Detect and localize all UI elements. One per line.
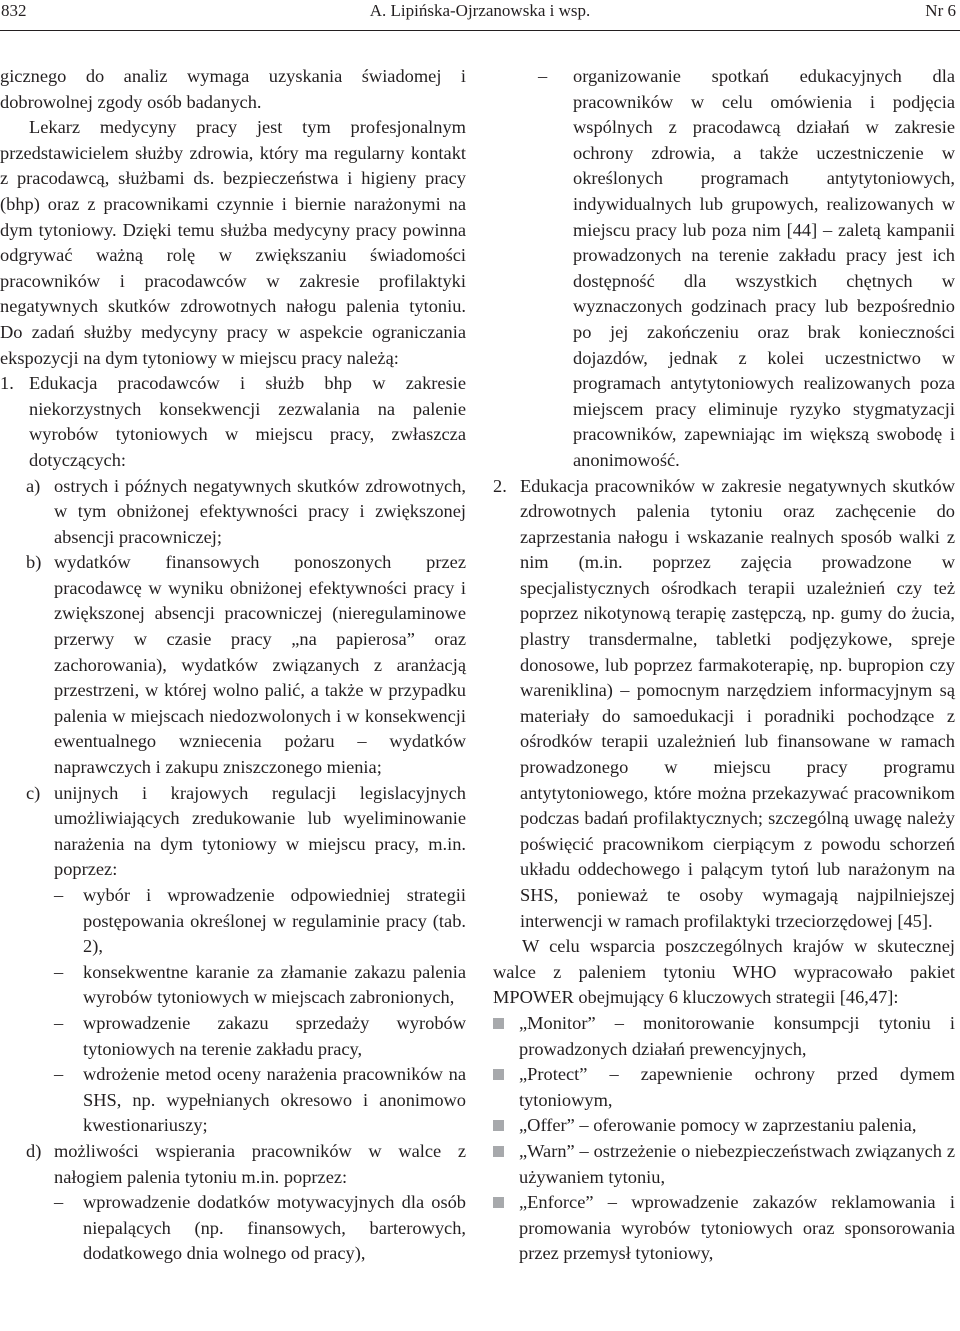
mpower-item-text: „Enforce” – wprowadzenie zakazów reklamowania i promowania wyrobów tytoniowych oraz sponsorowania przez przemysł tytoniowy, (519, 1192, 955, 1264)
list-item-text: wydatków finansowych ponoszonych przez pracodawcę w wyniku obniżonej efektywności pracy i zwiększonej absencji pracowniczej (nieregulaminowe przerwy w czasie pracy „na papierosa” oraz zachorowania), wydatków związanych z aranżacją przestrzeni, w której wolno palić, a także w przypadku palenia w miejscach niedozwolonych i w konsekwencji ewentualnego wzniecenia pożaru – wydatków naprawczych i zakupu zniszczonego mienia; (54, 552, 466, 778)
running-authors: A. Lipińska-Ojrzanowska i wsp. (369, 1, 591, 20)
dash-item (0, 960, 466, 1011)
left-column (0, 64, 466, 1267)
paragraph-continued: gicznego do analiz wymaga uzyskania świadomej i dobrowolnej zgody osób badanych. (0, 66, 466, 112)
mpower-item-text: „Offer” – oferowanie pomocy w zaprzestaniu palenia, (519, 1115, 917, 1136)
dash-marker: – (54, 1064, 64, 1085)
mpower-item (493, 1113, 955, 1139)
list-item-b (0, 550, 466, 780)
dash-item (0, 1062, 466, 1139)
square-bullet-icon (493, 1069, 504, 1080)
dash-item (0, 1011, 466, 1062)
dash-marker: – (54, 1012, 64, 1033)
square-bullet-icon (493, 1146, 504, 1157)
list-marker: b) (26, 552, 42, 573)
mpower-item-text: „Warn” – ostrzeżenie o niebezpieczeństwach związanych z używaniem tytoniu, (519, 1140, 955, 1187)
right-column (493, 64, 955, 1267)
dash-item-text: wprowadzenie dodatków motywacyjnych dla osób niepalących (np. finansowych, barterowych, dodatkowego dnia wolnego od pracy), (83, 1192, 466, 1264)
square-bullet-icon (493, 1018, 504, 1029)
dash-item-text: konsekwentne karanie za złamanie zakazu palenia wyrobów tytoniowych w miejscach zabronionych, (83, 961, 466, 1008)
list-marker: 2. (493, 475, 507, 496)
list-item-c (0, 781, 466, 883)
paragraph-mpower: W celu wsparcia poszczególnych krajów w skutecznej walce z paleniem tytoniu WHO wypracowało pakiet MPOWER obejmujący 6 kluczowych strategii [46,47]: (493, 936, 955, 1008)
square-bullet-icon (493, 1120, 504, 1131)
list-item-text: Edukacja pracowników w zakresie negatywnych skutków zdrowotnych palenia tytoniu oraz zachęcenie do zaprzestania nałogu i wskazanie realnych sposób walki z nim (m.in. poprzez zajęcia prowadzone w specjalistycznych ośrodkach terapii uzależnień czy też poprzez nikotynową terapię zastępczą, np. gumy do żucia, plastry transdermalne, tabletki podjęzykowe, spreje donosowe, lub poprzez farmakoterapię, np. bupropion czy wareniklina) – pomocnym narzędziem informacyjnym są materiały do samoedukacji i poradniki pochodzące z ośrodków terapii uzależnień lub finansowane w ramach prowadzonego w miejscu pracy programu antytytoniowego, które można przekazywać pracownikom podczas badań profilaktycznych; szczególną uwagę należy poświęcić pracownikom cierpiącym z powodu schorzeń układu oddechowego i palącym tytoń lub narażonym na SHS, ponieważ te osoby wymagają najpilniejszej interwencji w ramach profilaktyki trzeciorzędowej [45]. (520, 475, 955, 931)
square-bullet-icon (493, 1197, 504, 1208)
mpower-item-text: „Protect” – zapewnienie ochrony przed dymem tytoniowym, (519, 1064, 955, 1110)
list-item-d (0, 1139, 466, 1190)
list-item-1 (0, 371, 466, 473)
mpower-item (493, 1190, 955, 1267)
dash-marker: – (54, 1192, 64, 1213)
header-rule (0, 30, 960, 31)
dash-item-text: organizowanie spotkań edukacyjnych dla pracowników w celu omówienia i podjęcia wspólnych z pracodawcą działań w zakresie ochrony zdrowia, a także uczestniczenie w określonych programach antytytoniowych, indywidualnych lub grupowych, realizowanych w miejscu pracy lub poza nim [44] – zaletą kampanii prowadzonych na terenie zakładu pracy jest ich dostępność dla wszystkich chętnych w wyznaczonych godzinach pracy lub bezpośrednio po jej zakończeniu oraz brak konieczności dojazdów, jednak z kolei uczestnictwo w programach antytytoniowych realizowanych poza miejscem pracy eliminuje ryzyko stygmatyzacji pracowników, zapewniając im większą swobodę i anonimowość. (573, 66, 955, 470)
list-item-text: ostrych i późnych negatywnych skutków zdrowotnych, w tym obniżonej efektywności pracy i zwiększonej absencji pracowniczej; (54, 475, 466, 547)
list-item-2 (493, 474, 955, 935)
running-header (0, 0, 960, 30)
mpower-item (493, 1139, 955, 1190)
dash-item (493, 64, 955, 474)
mpower-item-text: „Monitor” – monitorowanie konsumpcji tytoniu i prowadzonych działań prewencyjnych, (519, 1012, 955, 1059)
list-marker: a) (26, 475, 41, 496)
dash-marker: – (54, 961, 64, 982)
dash-marker: – (54, 885, 64, 905)
mpower-item (493, 1062, 955, 1113)
dash-item (0, 1190, 466, 1267)
dash-item (0, 883, 466, 960)
list-marker: 1. (0, 373, 14, 394)
page-number: 832 (1, 1, 27, 20)
list-item-a (0, 474, 466, 551)
list-item-text: Edukacja pracodawców i służb bhp w zakresie niekorzystnych konsekwencji zezwalania na palenie wyrobów tytoniowych w miejscu pracy, zwłaszcza dotyczących: (29, 373, 466, 470)
list-marker: c) (26, 782, 41, 803)
dash-marker: – (538, 66, 548, 86)
dash-item-text: wprowadzenie zakazu sprzedaży wyrobów tytoniowych na terenie zakładu pracy, (83, 1012, 466, 1059)
list-item-text: możliwości wspierania pracowników w walce z nałogiem palenia tytoniu m.in. poprzez: (54, 1140, 466, 1187)
list-item-text: unijnych i krajowych regulacji legislacyjnych umożliwiających zredukowanie lub wyeliminowanie narażenia na dym tytoniowy w miejscu pracy, m.in. poprzez: (54, 782, 466, 880)
dash-item-text: wybór i wprowadzenie odpowiedniej strategii postępowania określonej w regulaminie pracy (tab. 2), (83, 885, 466, 957)
dash-item-text: wdrożenie metod oceny narażenia pracowników na SHS, np. wypełnianych okresowo i anonimowo kwestionariuszy; (83, 1064, 466, 1136)
mpower-item (493, 1011, 955, 1062)
paragraph-occupational-medicine: Lekarz medycyny pracy jest tym profesjonalnym przedstawicielem służby zdrowia, który ma regularny kontakt z pracodawcą, służbami ds. bezpieczeństwa i higieny pracy (bhp) oraz z pracownikami czynnie i biernie narażonymi na dym tytoniowy. Dzięki temu służba medycyny pracy powinna odgrywać ważną rolę w zwiększaniu świadomości pracowników i pracodawców w zakresie profilaktyki negatywnych skutków zdrowotnych nałogu palenia tytoniu. Do zadań służby medycyny pracy w aspekcie ograniczania ekspozycji na dym tytoniowy w miejscu pracy należą: (0, 117, 466, 368)
list-marker: d) (26, 1140, 42, 1161)
issue-number: Nr 6 (925, 1, 956, 20)
